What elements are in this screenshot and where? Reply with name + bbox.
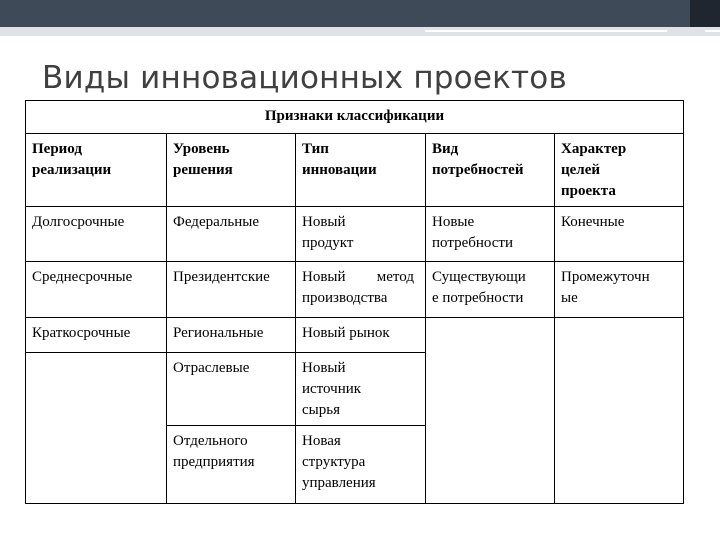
top-bar (0, 0, 720, 27)
cell-existing-needs-line1: Существующи (432, 269, 526, 285)
cell-enterprise-line1: Отдельного (173, 433, 248, 449)
empty-needs-cell (426, 318, 555, 503)
cell-enterprise-line2: предприятия (173, 454, 255, 470)
header-type-line1: Тип (302, 141, 329, 157)
header-goals (555, 134, 683, 207)
cell-presidential: Президентские (167, 262, 296, 318)
header-needs-line1: Вид (432, 141, 459, 157)
cell-intermediate (555, 262, 683, 318)
cell-new-method-line1: Новый метод (302, 269, 414, 285)
header-type-line2: инновации (302, 162, 377, 178)
cell-new-method-line2: производства (302, 290, 388, 306)
cell-new-structure (296, 426, 426, 503)
table-caption: Признаки классификации (26, 101, 683, 134)
cell-new-product (296, 207, 426, 262)
header-period-line2: реализации (32, 162, 112, 178)
header-needs (426, 134, 555, 207)
cell-new-source (296, 353, 426, 426)
empty-goals-cell (555, 318, 683, 503)
cell-intermediate-line2: ые (561, 290, 578, 306)
cell-new-product-line2: продукт (302, 235, 354, 251)
sub-bar-line (425, 30, 667, 32)
cell-new-source-line3: сырья (302, 402, 340, 418)
top-bar-accent (690, 0, 720, 27)
cell-new-structure-line3: управления (302, 475, 376, 491)
header-needs-line2: потребностей (432, 162, 524, 178)
empty-period-cell (26, 353, 167, 503)
cell-new-structure-line2: структура (302, 454, 366, 470)
cell-new-source-line2: источник (302, 381, 362, 397)
header-goals-line1: Характер (561, 141, 627, 157)
cell-existing-needs-line2: е потребности (432, 290, 524, 306)
cell-industry: Отраслевые (167, 353, 296, 426)
cell-new-source-line1: Новый (302, 360, 346, 376)
cell-medium-term: Среднесрочные (26, 262, 167, 318)
cell-final: Конечные (555, 207, 683, 262)
cell-new-needs (426, 207, 555, 262)
header-period-line1: Период (32, 141, 82, 157)
cell-short-term: Краткосрочные (26, 318, 167, 353)
header-level-line2: решения (173, 162, 233, 178)
cell-new-market: Новый рынок (296, 318, 426, 353)
cell-regional: Региональные (167, 318, 296, 353)
header-type (296, 134, 426, 207)
cell-new-needs-line2: потребности (432, 235, 513, 251)
header-level-line1: Уровень (173, 141, 230, 157)
cell-new-needs-line1: Новые (432, 214, 475, 230)
cell-enterprise (167, 426, 296, 503)
sub-bar-line-short (705, 30, 720, 32)
cell-new-product-line1: Новый (302, 214, 346, 230)
cell-federal: Федеральные (167, 207, 296, 262)
header-goals-line3: проекта (561, 183, 616, 199)
header-period (26, 134, 167, 207)
header-goals-line2: целей (561, 162, 601, 178)
sub-bar (0, 27, 720, 36)
cell-existing-needs (426, 262, 555, 318)
classification-table (25, 100, 684, 504)
cell-new-structure-line1: Новая (302, 433, 341, 449)
cell-intermediate-line1: Промежуточн (561, 269, 650, 285)
header-level (167, 134, 296, 207)
cell-new-method (296, 262, 426, 318)
cell-long-term: Долгосрочные (26, 207, 167, 262)
slide-title: Виды инновационных проектов (42, 60, 567, 96)
